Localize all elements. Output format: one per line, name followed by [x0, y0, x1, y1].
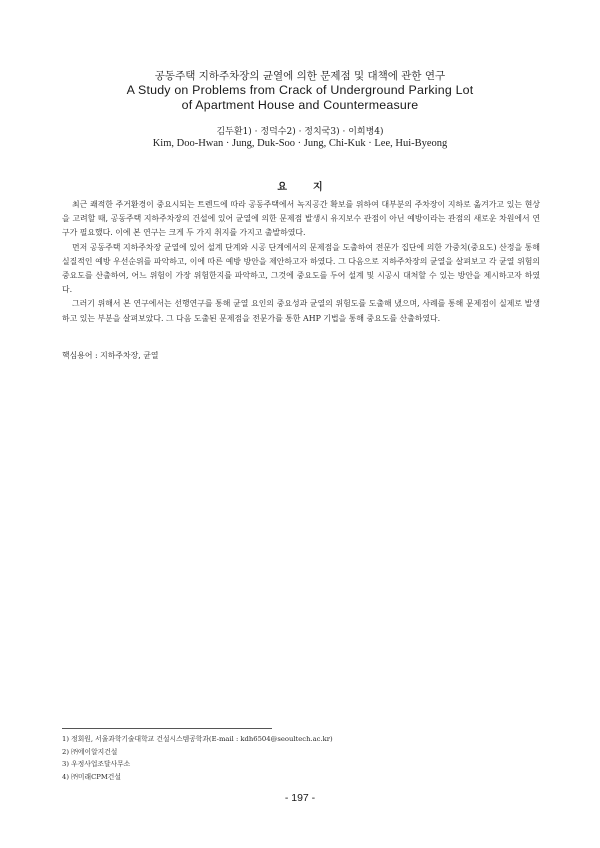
abstract-paragraph-3: 그러기 위해서 본 연구에서는 선행연구를 통해 균열 요인의 중요성과 균열의 위험도를 도출해 냈으며, 사례를 통해 문제점이 실제로 발생하고 있는 부분을 살펴보았다. 그 다음 도출된 문제점을 전문가를 통한 AHP 기법을 통해 중요도를 산출하였다. — [62, 299, 540, 323]
footnote-divider — [62, 728, 272, 729]
title-english-line-2: of Apartment House and Countermeasure — [181, 98, 419, 112]
page-number: - 197 - — [284, 792, 316, 804]
authors-english: Kim, Doo-Hwan · Jung, Duk-Soo · Jung, Chi-Kuk · Lee, Hui-Byeong — [152, 138, 448, 149]
footnote-3: 3) 우정사업조달사무소 — [62, 760, 131, 769]
keywords: 핵심용어 : 지하주차장, 균열 — [62, 351, 159, 360]
abstract-body — [62, 198, 540, 326]
title-english — [0, 83, 600, 113]
title-korean: 공동주택 지하주차장의 균열에 의한 문제점 및 대책에 관한 연구 — [154, 70, 446, 82]
footnotes — [62, 733, 540, 783]
abstract-heading: 요지 — [277, 182, 349, 193]
footnote-2: 2) ㈜에이알지건설 — [62, 747, 118, 756]
title-english-line-1: A Study on Problems from Crack of Underground Parking Lot — [126, 83, 474, 97]
footnote-4: 4) ㈜미래CPM건설 — [62, 772, 121, 781]
abstract-paragraph-2: 먼저 공동주택 지하주차장 균열에 있어 설계 단계와 시공 단계에서의 문제점을 도출하여 전문가 집단에 의한 가중치(중요도) 산정을 통해 실질적인 예방 우선순위를 파악하고, 이에 따른 예방 방안을 제안하고자 하였다. 그 다음으로 지하주차장의 균열을 살펴보고 각 균열 위험의 중요도를 산출하여, 어느 위험이 가장 위험한지를 파악하고, 그것에 중요도를 두어 설계 및 시공시 대처할 수 있는 방안을 제시하고자 하였다. — [62, 242, 540, 295]
authors-korean: 김두환1) · 정덕수2) · 정치국3) · 이희병4) — [216, 127, 384, 137]
abstract-paragraph-1: 최근 쾌적한 주거환경이 중요시되는 트렌드에 따라 공동주택에서 녹지공간 확보를 위하여 대부분의 주차장이 지하로 옮겨가고 있는 현상을 고려할 때, 공동주택 지하주차장의 건설에 있어 균열에 의한 문제점 발생시 유지보수 관점이 아닌 예방이라는 관점의 새로운 차원에서 연구가 필요했다. 이에 본 연구는 크게 두 가지 취지를 가지고 출발하였다. — [62, 200, 540, 238]
footnote-1: 1) 정회원, 서울과학기술대학교 건설시스템공학과(E-mail : kdh6504@seoultech.ac.kr) — [62, 735, 333, 743]
